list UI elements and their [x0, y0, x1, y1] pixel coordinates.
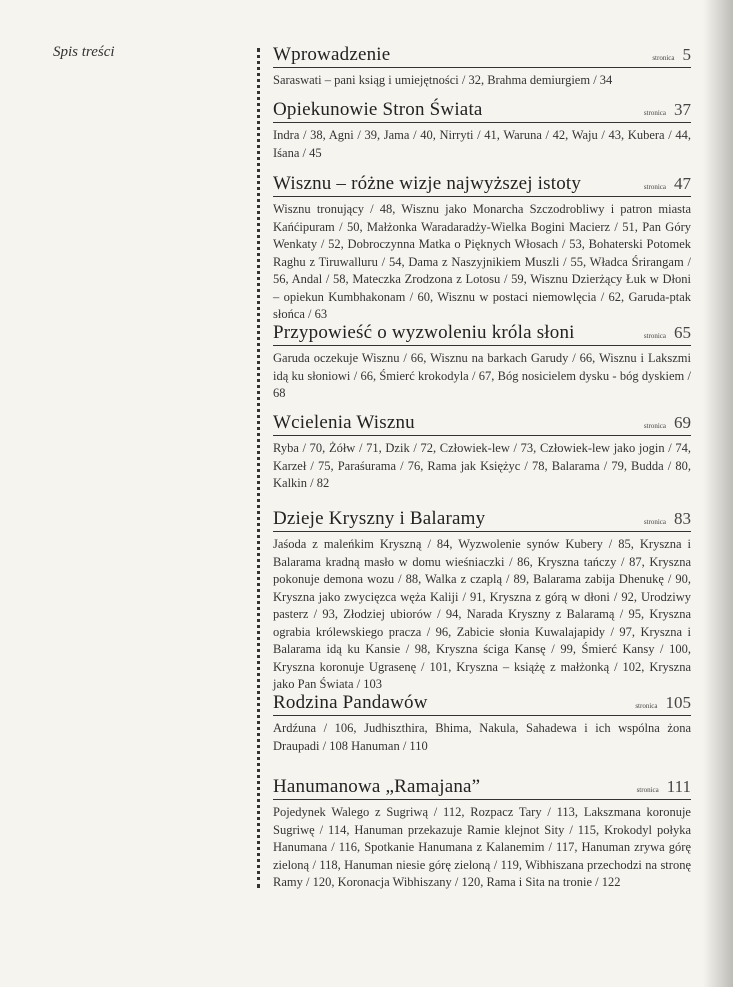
section-title[interactable]: Wisznu – różne wizje najwyższej istoty: [273, 173, 582, 194]
page-number: 105: [665, 693, 691, 712]
toc-section: [273, 776, 691, 892]
section-entries: Garuda oczekuje Wisznu / 66, Wisznu na barkach Garudy / 66, Wisznu i Lakszmi idą ku słoniowi / 66, Śmierć krokodyla / 67, Bóg nosicielem dysku - bóg dyskiem / 68: [273, 351, 691, 400]
section-entries: Ryba / 70, Żółw / 71, Dzik / 72, Człowiek-lew / 73, Człowiek-lew jako jogin / 74, Karzeł / 75, Paraśurama / 76, Rama jak Księżyc / 78, Balarama / 79, Budda / 80, Kalkin / 82: [273, 441, 691, 490]
section-header: [273, 44, 691, 68]
section-title[interactable]: Rodzina Pandawów: [273, 692, 428, 713]
page-word: stronica: [643, 109, 666, 117]
section-entries: Saraswati – pani ksiąg i umiejętności / 32, Brahma demiurgiem / 34: [273, 73, 613, 87]
section-entries: Indra / 38, Agni / 39, Jama / 40, Nirryti / 41, Waruna / 42, Waju / 43, Kubera / 44, Iśana / 45: [273, 128, 691, 160]
toc-section: [273, 99, 691, 162]
section-title[interactable]: Wcielenia Wisznu: [273, 412, 415, 433]
section-header: [273, 322, 691, 346]
page-word: stronica: [643, 183, 666, 191]
toc-section: [273, 322, 691, 403]
dotted-divider: [257, 48, 260, 888]
page-edge-shadow: [703, 0, 733, 987]
section-header: [273, 776, 691, 800]
section-title[interactable]: Dzieje Kryszny i Balaramy: [273, 508, 486, 529]
section-entries: Wisznu tronujący / 48, Wisznu jako Monarcha Szczodrobliwy i patron miasta Kańćipuram / 50, Małżonka Waradaradży-Wielka Bogini Macierz / 51, Pan Góry Wenkaty / 52, Dobroczynna Matka o Pięknych Włosach / 53, Bohaterski Potomek Raghu z Tiruwalluru / 54, Dama z Naszyjnikiem Muszli / 55, Władca Śrirangam / 56, Andal / 58, Mateczka Zrodzona z Lotosu / 59, Wisznu Dzierżący Łuk w Dłoni – opiekun Kumbhakonam / 60, Wisznu w postaci niemowlęcia / 62, Garuda-ptak słońca / 63: [273, 202, 691, 321]
page-number: 83: [674, 509, 691, 528]
toc-section: [273, 412, 691, 493]
section-title[interactable]: Opiekunowie Stron Świata: [273, 99, 483, 120]
section-header: [273, 508, 691, 532]
section-entries: Ardźuna / 106, Judhiszthira, Bhima, Nakula, Sahadewa i ich wspólna żona Draupadi / 108 Hanuman / 110: [273, 721, 691, 753]
page-word: stronica: [636, 786, 659, 794]
section-title[interactable]: Hanumanowa „Ramajana”: [273, 776, 481, 797]
toc-section: [273, 692, 691, 755]
section-entries: Pojedynek Walego z Sugriwą / 112, Rozpacz Tary / 113, Lakszmana koronuje Sugriwę / 114, Hanuman przekazuje Ramie klejnot Sity / 115, Krokodyl połyka Hanumana / 116, Spotkanie Hanumana z Kalanemim / 117, Hanuman zrywa górę zieloną / 118, Hanuman niesie górę zieloną / 119, Wibhiszana przechodzi na stronę Ramy / 120, Koronacja Wibhiszany / 120, Rama i Sita na tronie / 122: [273, 805, 691, 889]
page-number: 111: [666, 777, 691, 796]
page-word: stronica: [643, 332, 666, 340]
page-number: 37: [674, 100, 691, 119]
page-number: 5: [682, 45, 691, 64]
section-entries: Jaśoda z maleńkim Kryszną / 84, Wyzwolenie synów Kubery / 85, Kryszna i Balarama kradną masło w domu wieśniaczki / 86, Kryszna tańczy / 87, Kryszna pokonuje demona wozu / 88, Walka z czaplą / 89, Balarama zabija Dhenukę / 90, Kryszna jako zwycięzca węża Kaliji / 91, Kryszna z górą w dłoni / 92, Urodziwy pasterz / 93, Złodziej ubiorów / 94, Narada Kryszny z Balaramą / 95, Kryszna ograbia królewskiego pracza / 96, Zabicie słonia Kuwalajapidy / 97, Kryszna i Balarama idą ku Kansie / 98, Kryszna ściga Kansę / 99, Śmierć Kansy / 100, Kryszna koronuje Ugrasenę / 101, Kryszna – książę z małżonką / 102, Kryszna jako Pan Świata / 103: [273, 537, 691, 691]
section-header: [273, 173, 691, 197]
page-number: 65: [674, 323, 691, 342]
page-word: stronica: [643, 422, 666, 430]
toc-section: [273, 44, 691, 90]
section-header: [273, 412, 691, 436]
section-header: [273, 692, 691, 716]
page-word: stronica: [635, 702, 658, 710]
page-number: 47: [674, 174, 691, 193]
toc-section: [273, 508, 691, 694]
page-word: stronica: [643, 518, 666, 526]
toc-section: [273, 173, 691, 324]
page-word: stronica: [652, 54, 675, 62]
toc-label: Spis treści: [53, 44, 115, 60]
section-title[interactable]: Przypowieść o wyzwoleniu króla słoni: [273, 322, 575, 343]
section-header: [273, 99, 691, 123]
page-number: 69: [674, 413, 691, 432]
section-title[interactable]: Wprowadzenie: [273, 44, 391, 65]
